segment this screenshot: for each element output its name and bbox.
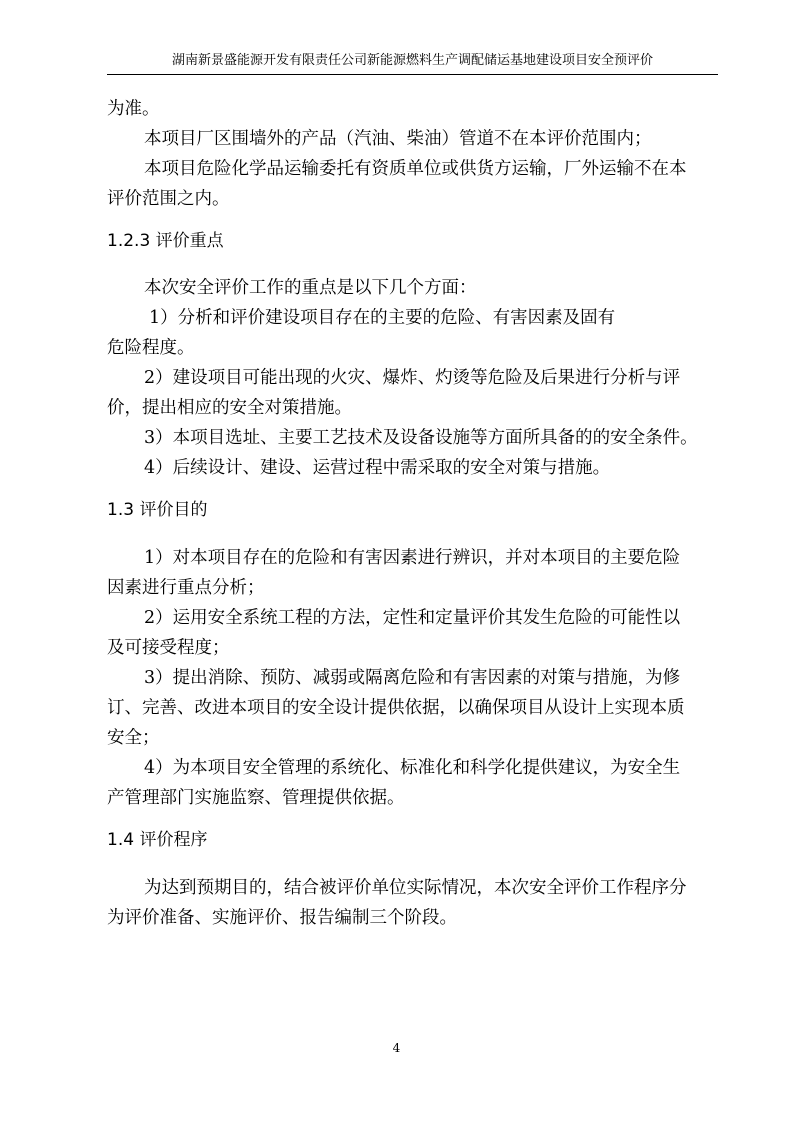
focus-item-3: 3）本项目选址、主要工艺技术及设备设施等方面所具备的的安全条件。 [144, 428, 698, 448]
focus-item-2-line-1: 2）建设项目可能出现的火灾、爆炸、灼烫等危险及后果进行分析与评 [144, 368, 681, 388]
focus-item-2-line-2: 价，提出相应的安全对策措施。 [107, 398, 352, 418]
scope-paragraph-2-line-2: 评价范围之内。 [107, 189, 230, 209]
page-body [107, 94, 718, 933]
heading-1-3: 1.3 评价目的 [107, 500, 208, 520]
purpose-item-3-line-3: 安全； [107, 728, 160, 748]
purpose-item-1-line-1: 1）对本项目存在的危险和有害因素进行辨识，并对本项目的主要危险 [144, 548, 681, 568]
purpose-item-1-line-2: 因素进行重点分析； [107, 578, 265, 598]
scope-paragraph-1: 本项目厂区围墙外的产品（汽油、柴油）管道不在本评价范围内； [144, 129, 652, 149]
heading-1-2-3: 1.2.3 评价重点 [107, 231, 224, 251]
heading-1-4: 1.4 评价程序 [107, 830, 208, 850]
purpose-item-2-line-1: 2）运用安全系统工程的方法，定性和定量评价其发生危险的可能性以 [144, 608, 681, 628]
paragraph-continuation: 为准。 [107, 99, 160, 119]
procedure-line-1: 为达到预期目的，结合被评价单位实际情况，本次安全评价工作程序分 [144, 878, 687, 898]
focus-item-4: 4）后续设计、建设、运营过程中需采取的安全对策与措施。 [144, 458, 611, 478]
purpose-item-3-line-2: 订、完善、改进本项目的安全设计提供依据，以确保项目从设计上实现本质 [107, 698, 685, 718]
header-divider [107, 74, 718, 75]
purpose-item-4-line-2: 产管理部门实施监察、管理提供依据。 [107, 788, 405, 808]
focus-item-1-line-2: 危险程度。 [107, 338, 195, 358]
focus-intro: 本次安全评价工作的重点是以下几个方面： [144, 278, 477, 298]
purpose-item-4-line-1: 4）为本项目安全管理的系统化、标准化和科学化提供建议，为安全生 [144, 758, 681, 778]
purpose-item-3-line-1: 3）提出消除、预防、减弱或隔离危险和有害因素的对策与措施，为修 [144, 668, 681, 688]
running-header: 湖南新景盛能源开发有限责任公司新能源燃料生产调配储运基地建设项目安全预评价 [171, 53, 653, 68]
purpose-item-2-line-2: 及可接受程度； [107, 638, 230, 658]
page-number: 4 [392, 1041, 401, 1055]
scope-paragraph-2-line-1: 本项目危险化学品运输委托有资质单位或供货方运输，厂外运输不在本 [144, 159, 687, 179]
procedure-line-2: 为评价准备、实施评价、报告编制三个阶段。 [107, 908, 457, 928]
focus-item-1-line-1: 1）分析和评价建设项目存在的主要的危险、有害因素及固有 [149, 308, 616, 328]
